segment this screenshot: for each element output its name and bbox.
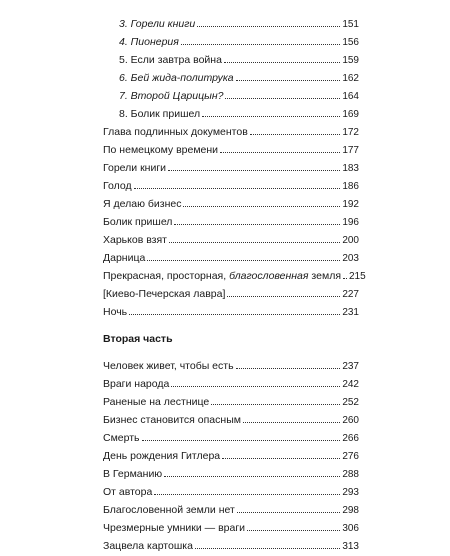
toc-entry — [103, 393, 359, 411]
toc-entry-title-part: Прекрасная, просторная, — [103, 270, 230, 282]
toc-entry-page: 196 — [342, 217, 359, 228]
toc-entry-title-part: земля — [308, 270, 341, 282]
toc-entry-title: Голод — [103, 180, 132, 192]
toc-entry-page: 298 — [342, 505, 359, 516]
toc-entry-title — [103, 267, 341, 285]
dot-leader — [147, 260, 340, 261]
dot-leader — [169, 242, 340, 243]
toc-entry-title: День рождения Гитлера — [103, 450, 221, 462]
toc-entry-title: Бизнес становится опасным — [103, 414, 241, 426]
dot-leader — [343, 278, 347, 279]
toc-entry — [103, 123, 359, 141]
table-of-contents — [103, 15, 366, 555]
toc-entry — [103, 51, 359, 69]
toc-entry — [103, 285, 359, 303]
dot-leader — [227, 296, 340, 297]
toc-entry-title: Глава подлинных документов — [103, 126, 248, 138]
dot-leader — [142, 440, 341, 441]
toc-entry-page: 276 — [342, 451, 359, 462]
dot-leader — [154, 494, 340, 495]
toc-entry — [103, 141, 359, 159]
dot-leader — [243, 422, 340, 423]
dot-leader — [224, 62, 340, 63]
dot-leader — [181, 44, 340, 45]
toc-entry-title: 7. Второй Царицын? — [119, 90, 224, 102]
toc-entry-title: Человек живет, чтобы есть — [103, 360, 234, 372]
dot-leader — [211, 404, 340, 405]
toc-entry-title: Враги народа — [103, 378, 170, 390]
dot-leader — [247, 530, 340, 531]
toc-entry-page: 159 — [342, 55, 359, 66]
dot-leader — [174, 224, 340, 225]
dot-leader — [195, 548, 340, 549]
toc-entry-page: 215 — [349, 271, 366, 282]
toc-entry — [103, 69, 359, 87]
toc-entry — [103, 33, 359, 51]
toc-entry-page: 177 — [342, 145, 359, 156]
toc-entry — [103, 267, 366, 285]
toc-entry — [103, 159, 359, 177]
toc-entry — [103, 537, 359, 555]
toc-entry-page: 231 — [342, 307, 359, 318]
dot-leader — [183, 206, 340, 207]
toc-entry — [103, 87, 359, 105]
toc-entry-title: [Киево-Печерская лавра] — [103, 288, 226, 300]
toc-entry-title: Ночь — [103, 306, 128, 318]
toc-entry-title: Я делаю бизнес — [103, 198, 182, 210]
toc-entry-page: 288 — [342, 469, 359, 480]
toc-entry-title: По немецкому времени — [103, 144, 219, 156]
toc-entry — [103, 411, 359, 429]
dot-leader — [129, 314, 340, 315]
toc-entry-title: Харьков взят — [103, 234, 167, 246]
dot-leader — [222, 458, 340, 459]
toc-entry-title: Зацвела картошка — [103, 540, 193, 552]
toc-entry-page: 151 — [342, 19, 359, 30]
toc-entry-title: Дарница — [103, 252, 146, 264]
toc-entry-title: 8. Болик пришел — [119, 108, 201, 120]
toc-entry-page: 162 — [342, 73, 359, 84]
toc-entry-page: 242 — [342, 379, 359, 390]
toc-entry — [103, 375, 359, 393]
toc-entry-title: От автора — [103, 486, 153, 498]
toc-entry-page: 164 — [342, 91, 359, 102]
toc-entry — [103, 249, 359, 267]
dot-leader — [220, 152, 340, 153]
dot-leader — [237, 512, 341, 513]
toc-entry — [103, 213, 359, 231]
toc-entry-title: 5. Если завтра война — [119, 54, 222, 66]
toc-entry-page: 200 — [342, 235, 359, 246]
toc-entry-page: 169 — [342, 109, 359, 120]
toc-entry-page: 203 — [342, 253, 359, 264]
dot-leader — [236, 368, 341, 369]
toc-entry-title: Раненые на лестнице — [103, 396, 210, 408]
toc-entry — [103, 231, 359, 249]
toc-entry-title: 3. Горели книги — [119, 18, 196, 30]
toc-entry-title: Чрезмерные умники — враги — [103, 522, 246, 534]
toc-entry — [103, 195, 359, 213]
toc-entry — [103, 501, 359, 519]
toc-entry-title: Болик пришел — [103, 216, 173, 228]
toc-entry-page: 156 — [342, 37, 359, 48]
toc-entry — [103, 177, 359, 195]
toc-entry-page: 266 — [342, 433, 359, 444]
toc-entry-page: 260 — [342, 415, 359, 426]
toc-entry — [103, 483, 359, 501]
toc-entry-title: 6. Бей жида-политрука — [119, 72, 234, 84]
section-heading: Вторая часть — [103, 333, 173, 345]
dot-leader — [202, 116, 340, 117]
dot-leader — [236, 80, 341, 81]
dot-leader — [168, 170, 340, 171]
toc-entry-page: 227 — [342, 289, 359, 300]
toc-entry — [103, 15, 359, 33]
toc-entry-page: 237 — [342, 361, 359, 372]
toc-entry-page: 293 — [342, 487, 359, 498]
toc-entry-title: Благословенной земли нет — [103, 504, 235, 516]
toc-entry-title: 4. Пионерия — [119, 36, 179, 48]
toc-entry-title-emphasis: благословенная — [229, 270, 309, 282]
toc-entry-page: 183 — [342, 163, 359, 174]
dot-leader — [250, 134, 341, 135]
toc-entry — [103, 105, 359, 123]
toc-entry-page: 313 — [342, 541, 359, 552]
toc-entry-title: Смерть — [103, 432, 140, 444]
dot-leader — [134, 188, 341, 189]
dot-leader — [171, 386, 340, 387]
toc-entry — [103, 519, 359, 537]
toc-entry-page: 252 — [342, 397, 359, 408]
toc-entry-title: Горели книги — [103, 162, 167, 174]
dot-leader — [164, 476, 340, 477]
toc-entry-title: В Германию — [103, 468, 163, 480]
toc-entry — [103, 429, 359, 447]
dot-leader — [197, 26, 340, 27]
dot-leader — [225, 98, 340, 99]
toc-entry — [103, 357, 359, 375]
toc-entry-page: 306 — [342, 523, 359, 534]
toc-entry-page: 186 — [342, 181, 359, 192]
toc-entry-page: 192 — [342, 199, 359, 210]
toc-entry — [103, 465, 359, 483]
toc-entry — [103, 303, 359, 321]
toc-entry-page: 172 — [342, 127, 359, 138]
